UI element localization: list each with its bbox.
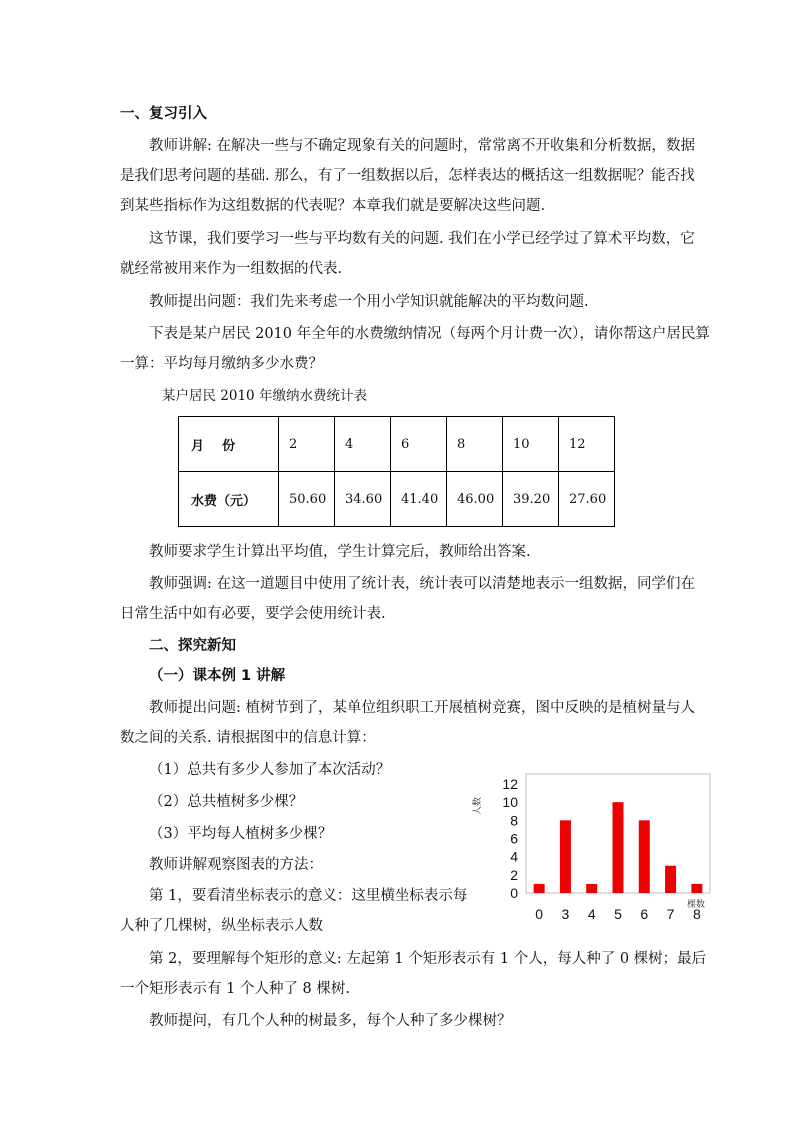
y-tick-label: 6 [510,830,518,847]
table-cell: 50.60 [279,472,335,527]
s1-para4-line2: 一算：平均每月缴纳多少水费？ [120,356,323,372]
y-tick-label: 4 [510,848,518,865]
table-cell: 12 [559,417,615,472]
y-tick-label: 0 [510,885,518,901]
tree-planting-bar-chart [460,772,720,927]
question-3: （3）平均每人植树多少棵？ [149,826,333,842]
x-tick-label: 5 [614,906,622,922]
s1-para6-line1: 教师强调: 在这一道题目中使用了统计表，统计表可以清楚地表示一组数据，同学们在 [149,576,695,592]
s1-para6-line2: 日常生活中如有必要，要学会使用统计表. [120,606,386,622]
x-tick-label: 3 [561,906,570,922]
table-cell: 10 [503,417,559,472]
s2-para4-line1: 第 2，要理解每个矩形的意义: 左起第 1 个矩形表示有 1 个人，每人种了 0 棵树；最后 [149,951,707,967]
y-axis-label: 人数 [472,796,482,816]
table-caption: 某户居民 2010 年缴纳水费统计表 [162,388,367,404]
bar [665,866,676,893]
table-cell: 8 [447,417,503,472]
water-fee-table [178,416,615,527]
table-cell: 4 [335,417,391,472]
y-tick-label: 8 [510,812,518,829]
s1-para2-line2: 就经常被用来作为一组数据的代表. [120,261,343,277]
question-1: （1）总共有多少人参加了本次活动？ [149,762,391,778]
table-cell: 39.20 [503,472,559,527]
bar [534,884,545,893]
s1-para2-line1: 这节课，我们要学习一些与平均数有关的问题. 我们在小学已经学过了算术平均数，它 [149,231,695,247]
question-2: （2）总共植树多少棵？ [149,794,304,810]
y-tick-label: 12 [502,776,518,792]
bar [560,820,571,893]
x-tick-label: 4 [587,906,596,922]
y-tick-label: 10 [502,794,518,811]
x-tick-label: 8 [692,906,701,922]
section1-title: 一、复习引入 [120,106,207,122]
s1-para4-line1: 下表是某户居民 2010 年全年的水费缴纳情况（每两个月计费一次），请你帮这户居民算 [149,326,710,342]
s2-para5: 教师提问，有几个人种的树最多，每个人种了多少棵树？ [149,1013,512,1029]
x-tick-label: 0 [535,906,544,922]
bar [613,802,624,893]
s1-para1-line2: 是我们思考问题的基础. 那么，有了一组数据以后，怎样表达的概括这一组数据呢？能否找 [120,168,695,184]
section2-subtitle: （一）课本例 1 讲解 [149,668,286,684]
table-row-fees [179,472,615,527]
table-row-months [179,417,615,472]
table-cell: 34.60 [335,472,391,527]
x-tick-label: 7 [666,906,675,922]
table-cell: 46.00 [447,472,503,527]
s2-para3-line2: 人种了几棵树，纵坐标表示人数 [120,918,323,934]
s2-para3-line1: 第 1，要看清坐标表示的意义：这里横坐标表示每 [149,888,468,904]
y-tick-label: 2 [510,866,518,883]
table-cell: 27.60 [559,472,615,527]
s1-para1-line1: 教师讲解: 在解决一些与不确定现象有关的问题时，常常离不开收集和分析数据，数据 [149,138,695,154]
section2-title: 二、探究新知 [149,638,236,654]
s1-para1-line3: 到某些指标作为这组数据的代表呢？本章我们就是要解决这些问题. [120,198,546,214]
bar [639,820,650,893]
s2-para1-line1: 教师提出问题: 植树节到了，某单位组织职工开展植树竞赛，图中反映的是植树量与人 [149,700,695,716]
bar [586,884,597,893]
s1-para3: 教师提出问题：我们先来考虑一个用小学知识就能解决的平均数问题. [149,294,589,310]
x-tick-label: 6 [640,906,649,922]
x-axis-label: 棵数 [686,899,706,909]
s2-para1-line2: 数之间的关系. 请根据图中的信息计算： [120,730,376,746]
s1-para5: 教师要求学生计算出平均值，学生计算完后，教师给出答案. [149,544,531,560]
table-cell: 41.40 [391,472,447,527]
s2-para2: 教师讲解观察图表的方法： [149,857,323,873]
fees-header: 水费（元） [179,472,279,527]
bar [691,884,702,893]
table-cell: 6 [391,417,447,472]
months-header: 月 份 [179,417,279,472]
s2-para4-line2: 一个矩形表示有 1 个人种了 8 棵树. [120,981,350,997]
table-cell: 2 [279,417,335,472]
